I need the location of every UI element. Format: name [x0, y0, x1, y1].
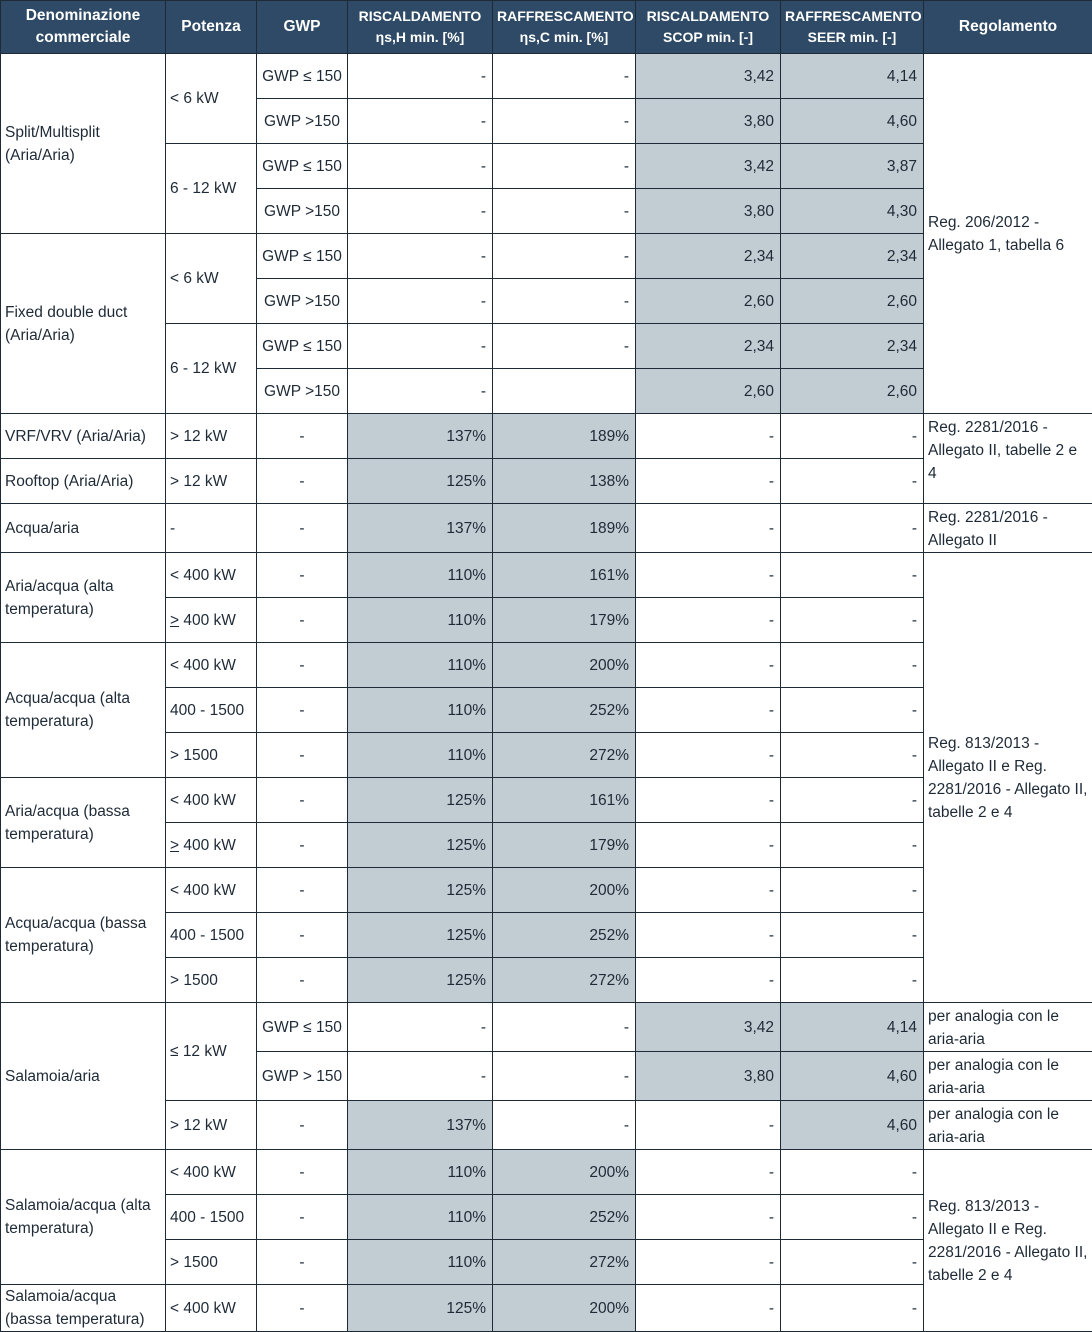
group-name: Salamoia/acqua (alta temperatura) — [1, 1150, 166, 1285]
scop-cell: - — [636, 643, 781, 688]
seer-cell: - — [781, 1285, 924, 1332]
heating-eff-cell: - — [348, 144, 493, 189]
gwp-cell: - — [257, 598, 348, 643]
heating-eff-cell: 125% — [348, 778, 493, 823]
cooling-eff-cell: 179% — [493, 823, 636, 868]
seer-cell: - — [781, 459, 924, 504]
power-cell: 400 - 1500 — [166, 688, 257, 733]
power-cell: > 1500 — [166, 958, 257, 1003]
scop-cell: 3,42 — [636, 144, 781, 189]
regulation-cell: Reg. 2281/2016 - Allegato II, tabelle 2 e 4 — [924, 414, 1092, 504]
seer-cell: 4,60 — [781, 1101, 924, 1150]
heating-eff-cell: - — [348, 234, 493, 279]
table-row — [1, 1003, 1092, 1052]
gwp-cell: GWP ≤ 150 — [257, 324, 348, 369]
group-name: Acqua/aria — [1, 504, 166, 553]
header-heating-eff — [348, 1, 493, 54]
scop-cell: - — [636, 958, 781, 1003]
gwp-cell: - — [257, 553, 348, 598]
regulation-cell: per analogia con le aria-aria — [924, 1052, 1092, 1101]
power-cell: > 12 kW — [166, 414, 257, 459]
gwp-cell: - — [257, 1240, 348, 1285]
scop-cell: - — [636, 598, 781, 643]
group-name: Fixed double duct (Aria/Aria) — [1, 234, 166, 414]
heating-eff-cell: 110% — [348, 1150, 493, 1195]
header-cooling-eff-line1: RAFFRESCAMENTO — [497, 8, 634, 24]
scop-cell: - — [636, 414, 781, 459]
group-name: Salamoia/acqua (bassa temperatura) — [1, 1285, 166, 1332]
header-regulation: Regolamento — [924, 1, 1092, 54]
scop-cell: 3,42 — [636, 54, 781, 99]
power-cell: > 1500 — [166, 733, 257, 778]
power-cell — [166, 598, 257, 643]
seer-cell: - — [781, 504, 924, 553]
power-cell — [166, 823, 257, 868]
cooling-eff-cell: - — [493, 1101, 636, 1150]
cooling-eff-cell: 200% — [493, 1285, 636, 1332]
cooling-eff-cell: - — [493, 54, 636, 99]
regulation-cell: Reg. 813/2013 - Allegato II e Reg. 2281/2016 - Allegato II, tabelle 2 e 4 — [924, 1150, 1092, 1332]
power-cell: > 12 kW — [166, 459, 257, 504]
ge-symbol: > — [170, 612, 179, 629]
power-cell: < 400 kW — [166, 868, 257, 913]
regulation-cell: Reg. 2281/2016 - Allegato II — [924, 504, 1092, 553]
seer-cell: - — [781, 1195, 924, 1240]
power-cell: 6 - 12 kW — [166, 324, 257, 414]
heating-eff-cell: - — [348, 369, 493, 414]
scop-cell: - — [636, 688, 781, 733]
cooling-eff-cell: 200% — [493, 643, 636, 688]
power-value: 400 kW — [183, 612, 236, 629]
scop-cell: - — [636, 1101, 781, 1150]
table-row — [1, 1150, 1092, 1195]
scop-cell: 2,60 — [636, 279, 781, 324]
cooling-eff-cell: 189% — [493, 504, 636, 553]
gwp-cell: - — [257, 1150, 348, 1195]
heating-eff-cell: - — [348, 189, 493, 234]
cooling-eff-cell: 272% — [493, 1240, 636, 1285]
cooling-eff-cell: 200% — [493, 1150, 636, 1195]
gwp-cell: GWP ≤ 150 — [257, 54, 348, 99]
header-heating-eff-line2: ηs,H min. [%] — [376, 29, 465, 45]
seer-cell: - — [781, 778, 924, 823]
scop-cell: - — [636, 733, 781, 778]
group-name: Acqua/acqua (alta temperatura) — [1, 643, 166, 778]
power-cell: 6 - 12 kW — [166, 144, 257, 234]
seer-cell: 4,14 — [781, 1003, 924, 1052]
seer-cell: 4,60 — [781, 1052, 924, 1101]
power-cell: < 400 kW — [166, 1285, 257, 1332]
gwp-cell: GWP ≤ 150 — [257, 144, 348, 189]
cooling-eff-cell: - — [493, 234, 636, 279]
power-cell: < 6 kW — [166, 234, 257, 324]
cooling-eff-cell: - — [493, 1052, 636, 1101]
heating-eff-cell: 125% — [348, 823, 493, 868]
seer-cell: 4,30 — [781, 189, 924, 234]
scop-cell: 3,80 — [636, 1052, 781, 1101]
cooling-eff-cell: 272% — [493, 733, 636, 778]
cooling-eff-cell: 252% — [493, 688, 636, 733]
seer-cell: 2,60 — [781, 369, 924, 414]
header-seer-line2: SEER min. [-] — [808, 29, 897, 45]
gwp-cell: - — [257, 868, 348, 913]
power-cell: > 12 kW — [166, 1101, 257, 1150]
regulation-cell: per analogia con le aria-aria — [924, 1101, 1092, 1150]
heating-eff-cell: 110% — [348, 1240, 493, 1285]
power-cell: < 6 kW — [166, 54, 257, 144]
header-seer-line1: RAFFRESCAMENTO — [785, 8, 922, 24]
gwp-cell: GWP ≤ 150 — [257, 234, 348, 279]
scop-cell: - — [636, 504, 781, 553]
power-value: 400 kW — [183, 837, 236, 854]
gwp-cell: - — [257, 1101, 348, 1150]
cooling-eff-cell: - — [493, 324, 636, 369]
seer-cell: - — [781, 688, 924, 733]
header-heating-eff-line1: RISCALDAMENTO — [359, 8, 482, 24]
group-name: Salamoia/aria — [1, 1003, 166, 1150]
scop-cell: - — [636, 553, 781, 598]
gwp-cell: GWP > 150 — [257, 1052, 348, 1101]
cooling-eff-cell: - — [493, 1003, 636, 1052]
cooling-eff-cell: - — [493, 279, 636, 324]
scop-cell: - — [636, 1150, 781, 1195]
gwp-cell: - — [257, 733, 348, 778]
heating-eff-cell: 110% — [348, 643, 493, 688]
seer-cell: - — [781, 553, 924, 598]
group-name: Rooftop (Aria/Aria) — [1, 459, 166, 504]
cooling-eff-cell — [493, 369, 636, 414]
scop-cell: - — [636, 1240, 781, 1285]
power-cell: < 400 kW — [166, 778, 257, 823]
header-seer — [781, 1, 924, 54]
regulation-cell: Reg. 206/2012 - Allegato 1, tabella 6 — [924, 54, 1092, 414]
scop-cell: 2,34 — [636, 234, 781, 279]
gwp-cell: - — [257, 414, 348, 459]
heating-eff-cell: 137% — [348, 504, 493, 553]
gwp-cell: - — [257, 504, 348, 553]
heating-eff-cell: 110% — [348, 688, 493, 733]
heating-eff-cell: - — [348, 1052, 493, 1101]
heating-eff-cell: - — [348, 1003, 493, 1052]
heating-eff-cell: - — [348, 324, 493, 369]
seer-cell: - — [781, 598, 924, 643]
seer-cell: - — [781, 733, 924, 778]
seer-cell: - — [781, 1240, 924, 1285]
scop-cell: - — [636, 1195, 781, 1240]
heating-eff-cell: - — [348, 54, 493, 99]
seer-cell: 3,87 — [781, 144, 924, 189]
heating-eff-cell: 137% — [348, 414, 493, 459]
scop-cell: - — [636, 868, 781, 913]
cooling-eff-cell: - — [493, 189, 636, 234]
gwp-cell: - — [257, 823, 348, 868]
seer-cell: 4,60 — [781, 99, 924, 144]
header-scop — [636, 1, 781, 54]
power-cell: 400 - 1500 — [166, 913, 257, 958]
scop-cell: - — [636, 778, 781, 823]
gwp-cell: GWP >150 — [257, 279, 348, 324]
cooling-eff-cell: 189% — [493, 414, 636, 459]
heating-eff-cell: 110% — [348, 733, 493, 778]
header-scop-line1: RISCALDAMENTO — [647, 8, 770, 24]
header-row — [1, 1, 1092, 54]
gwp-cell: - — [257, 1195, 348, 1240]
header-cooling-eff-line2: ηs,C min. [%] — [520, 29, 609, 45]
seer-cell: - — [781, 643, 924, 688]
cooling-eff-cell: 252% — [493, 1195, 636, 1240]
gwp-cell: GWP ≤ 150 — [257, 1003, 348, 1052]
seer-cell: - — [781, 868, 924, 913]
scop-cell: 2,34 — [636, 324, 781, 369]
power-cell: > 1500 — [166, 1240, 257, 1285]
gwp-cell: - — [257, 913, 348, 958]
scop-cell: 3,80 — [636, 189, 781, 234]
gwp-cell: GWP >150 — [257, 369, 348, 414]
regulation-cell: per analogia con le aria-aria — [924, 1003, 1092, 1052]
group-name: VRF/VRV (Aria/Aria) — [1, 414, 166, 459]
group-name: Aria/acqua (alta temperatura) — [1, 553, 166, 643]
scop-cell: - — [636, 459, 781, 504]
scop-cell: - — [636, 913, 781, 958]
scop-cell: 3,80 — [636, 99, 781, 144]
scop-cell: 3,42 — [636, 1003, 781, 1052]
header-scop-line2: SCOP min. [-] — [663, 29, 753, 45]
gwp-cell: GWP >150 — [257, 189, 348, 234]
seer-cell: 2,34 — [781, 234, 924, 279]
gwp-cell: - — [257, 778, 348, 823]
cooling-eff-cell: 161% — [493, 778, 636, 823]
ge-symbol: > — [170, 837, 179, 854]
seer-cell: 2,60 — [781, 279, 924, 324]
cooling-eff-cell: 200% — [493, 868, 636, 913]
cooling-eff-cell: 179% — [493, 598, 636, 643]
seer-cell: - — [781, 823, 924, 868]
table-row — [1, 54, 1092, 99]
gwp-cell: GWP >150 — [257, 99, 348, 144]
heating-eff-cell: - — [348, 279, 493, 324]
power-cell: < 400 kW — [166, 553, 257, 598]
gwp-cell: - — [257, 643, 348, 688]
gwp-cell: - — [257, 688, 348, 733]
heating-eff-cell: 125% — [348, 958, 493, 1003]
cooling-eff-cell: 138% — [493, 459, 636, 504]
heating-eff-cell: - — [348, 99, 493, 144]
power-cell: - — [166, 504, 257, 553]
scop-cell: 2,60 — [636, 369, 781, 414]
group-name: Aria/acqua (bassa temperatura) — [1, 778, 166, 868]
table-row — [1, 414, 1092, 459]
scop-cell: - — [636, 823, 781, 868]
heating-eff-cell: 125% — [348, 913, 493, 958]
heating-eff-cell: 110% — [348, 598, 493, 643]
table-row — [1, 553, 1092, 598]
seer-cell: - — [781, 1150, 924, 1195]
seer-cell: - — [781, 958, 924, 1003]
seer-cell: 2,34 — [781, 324, 924, 369]
header-name: Denominazione commerciale — [1, 1, 166, 54]
cooling-eff-cell: 272% — [493, 958, 636, 1003]
heating-eff-cell: 125% — [348, 459, 493, 504]
gwp-cell: - — [257, 958, 348, 1003]
cooling-eff-cell: - — [493, 144, 636, 189]
heating-eff-cell: 110% — [348, 553, 493, 598]
header-power: Potenza — [166, 1, 257, 54]
gwp-cell: - — [257, 1285, 348, 1332]
cooling-eff-cell: - — [493, 99, 636, 144]
group-name: Acqua/acqua (bassa temperatura) — [1, 868, 166, 1003]
cooling-eff-cell: 252% — [493, 913, 636, 958]
scop-cell: - — [636, 1285, 781, 1332]
heating-eff-cell: 125% — [348, 868, 493, 913]
power-cell: < 400 kW — [166, 1150, 257, 1195]
cooling-eff-cell: 161% — [493, 553, 636, 598]
header-cooling-eff — [493, 1, 636, 54]
gwp-cell: - — [257, 459, 348, 504]
heating-eff-cell: 137% — [348, 1101, 493, 1150]
group-name: Split/Multisplit (Aria/Aria) — [1, 54, 166, 234]
seer-cell: - — [781, 414, 924, 459]
seer-cell: 4,14 — [781, 54, 924, 99]
header-gwp: GWP — [257, 1, 348, 54]
power-cell: ≤ 12 kW — [166, 1003, 257, 1101]
power-cell: 400 - 1500 — [166, 1195, 257, 1240]
seer-cell: - — [781, 913, 924, 958]
heating-eff-cell: 125% — [348, 1285, 493, 1332]
regulation-cell: Reg. 813/2013 - Allegato II e Reg. 2281/2016 - Allegato II, tabelle 2 e 4 — [924, 553, 1092, 1003]
table-row — [1, 504, 1092, 553]
heating-eff-cell: 110% — [348, 1195, 493, 1240]
power-cell: < 400 kW — [166, 643, 257, 688]
